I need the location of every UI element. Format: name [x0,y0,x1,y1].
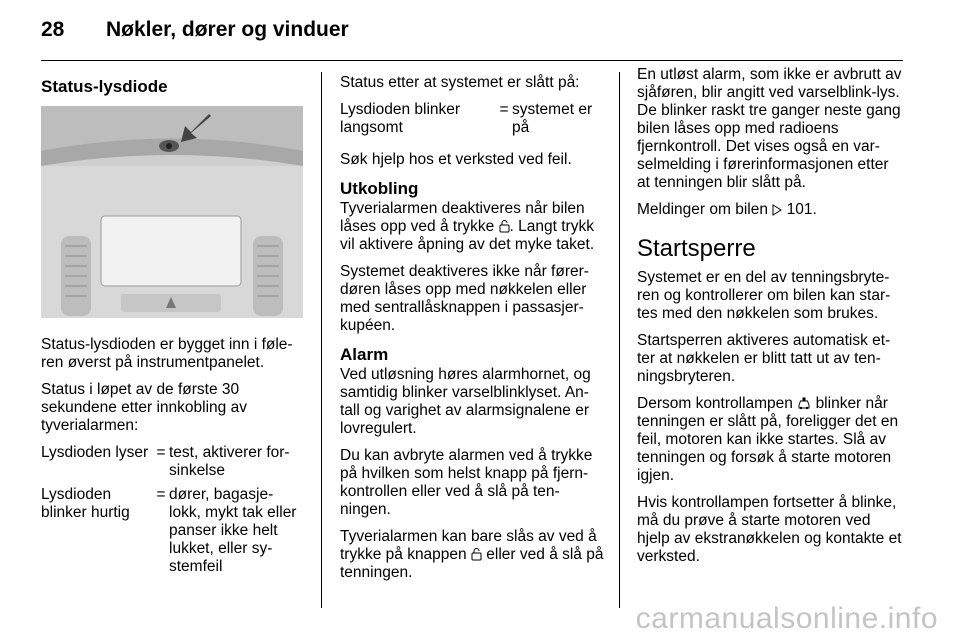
unlock-icon [471,547,482,561]
definition-term: Lysdioden blinker langsomt [340,101,461,136]
definition-separator: = [156,444,166,461]
column-3 [637,66,903,575]
paragraph: Ved utløsning høres alarmhornet, og samtidig blinker varselblinklyset. An-tall og varighet av alarmsignalene er lovregulert. [340,366,591,437]
page-reference-icon [772,204,782,216]
definition-separator: = [499,101,509,118]
paragraph: Systemet deaktiveres ikke når fører-døren låses opp med nøkkelen eller med sentrallåsknappen i passasjer-kupéen. [340,263,589,334]
immobiliser-car-icon [797,397,811,410]
definition-desc: systemet er på [512,101,593,136]
heading-utkobling: Utkobling [340,179,419,198]
paragraph: Hvis kontrollampen fortsetter å blinke, må du prøve å starte motoren ved hjelp av ekstranøkkelen og kontakte et verksted. [637,494,902,565]
dashboard-illustration [41,106,303,318]
page-title: Nøkler, dører og vinduer [106,18,349,41]
section-title-status-led: Status-lysdiode [41,77,168,96]
definition-row [41,486,303,576]
watermark: carmanualsonline.info [635,602,938,635]
column-divider [321,72,322,608]
definition-separator: = [156,486,166,503]
paragraph: Systemet er en del av tenningsbryte-ren og kontrollerer om bilen kan star-tes med den nøkkelen som brukes. [637,269,891,322]
definition-row [340,101,604,137]
paragraph: Søk hjelp hos et verksted ved feil. [340,151,572,168]
definition-desc: test, aktiverer for-sinkelse [169,444,290,479]
page-header [41,18,921,48]
paragraph: En utløst alarm, som ikke er avbrutt av sjåføren, blir angitt ved varselblink-lys. De blinker raskt tre ganger neste gang bilen låses opp med radioens fjernkontroll. Det vises også en var-selmelding i førerinformasjonen etter at tenningen blir slått på. [637,66,902,191]
paragraph: Du kan avbryte alarmen ved å trykke på hvilken som helst knapp på fjern-kontrollen eller ved å slå på ten-ningen. [340,447,593,518]
paragraph: Meldinger om bilen 101. [637,201,817,218]
paragraph: Status etter at systemet er slått på: [340,74,580,91]
column-divider [619,72,620,608]
column-1 [41,66,303,582]
paragraph: Tyverialarmen deaktiveres når bilen låses opp ved å trykke . Langt trykk vil aktivere åpning av det myke taket. [340,200,595,253]
definition-desc: dører, bagasje-lokk, mykt tak eller panser ikke helt lukket, eller sy-stemfeil [169,486,297,575]
definition-term: Lysdioden lyser [41,444,149,461]
heading-alarm: Alarm [340,345,389,364]
paragraph: Status-lysdioden er bygget inn i føle-ren øverst på instrumentpanelet. [41,336,293,371]
header-rule [41,60,903,61]
paragraph: Tyverialarmen kan bare slås av ved å trykke på knappen eller ved å slå på tenningen. [340,528,604,581]
page-number: 28 [41,18,65,41]
definition-term: Lysdioden blinker hurtig [41,486,130,521]
unlock-icon [499,219,510,233]
paragraph: Startsperren aktiveres automatisk et-ter at nøkkelen er blitt tatt ut av ten-ningsbryteren. [637,332,891,385]
paragraph: Dersom kontrollampen blinker når tenningen er slått på, foreligger det en feil, motoren kan ikke startes. Slå av tenningen og forsøk å starte motoren igjen. [637,395,899,484]
heading-startsperre: Startsperre [637,235,756,262]
definition-row [41,444,303,480]
column-2 [340,66,604,591]
paragraph: Status i løpet av de første 30 sekundene etter innkobling av tyverialarmen: [41,381,247,434]
